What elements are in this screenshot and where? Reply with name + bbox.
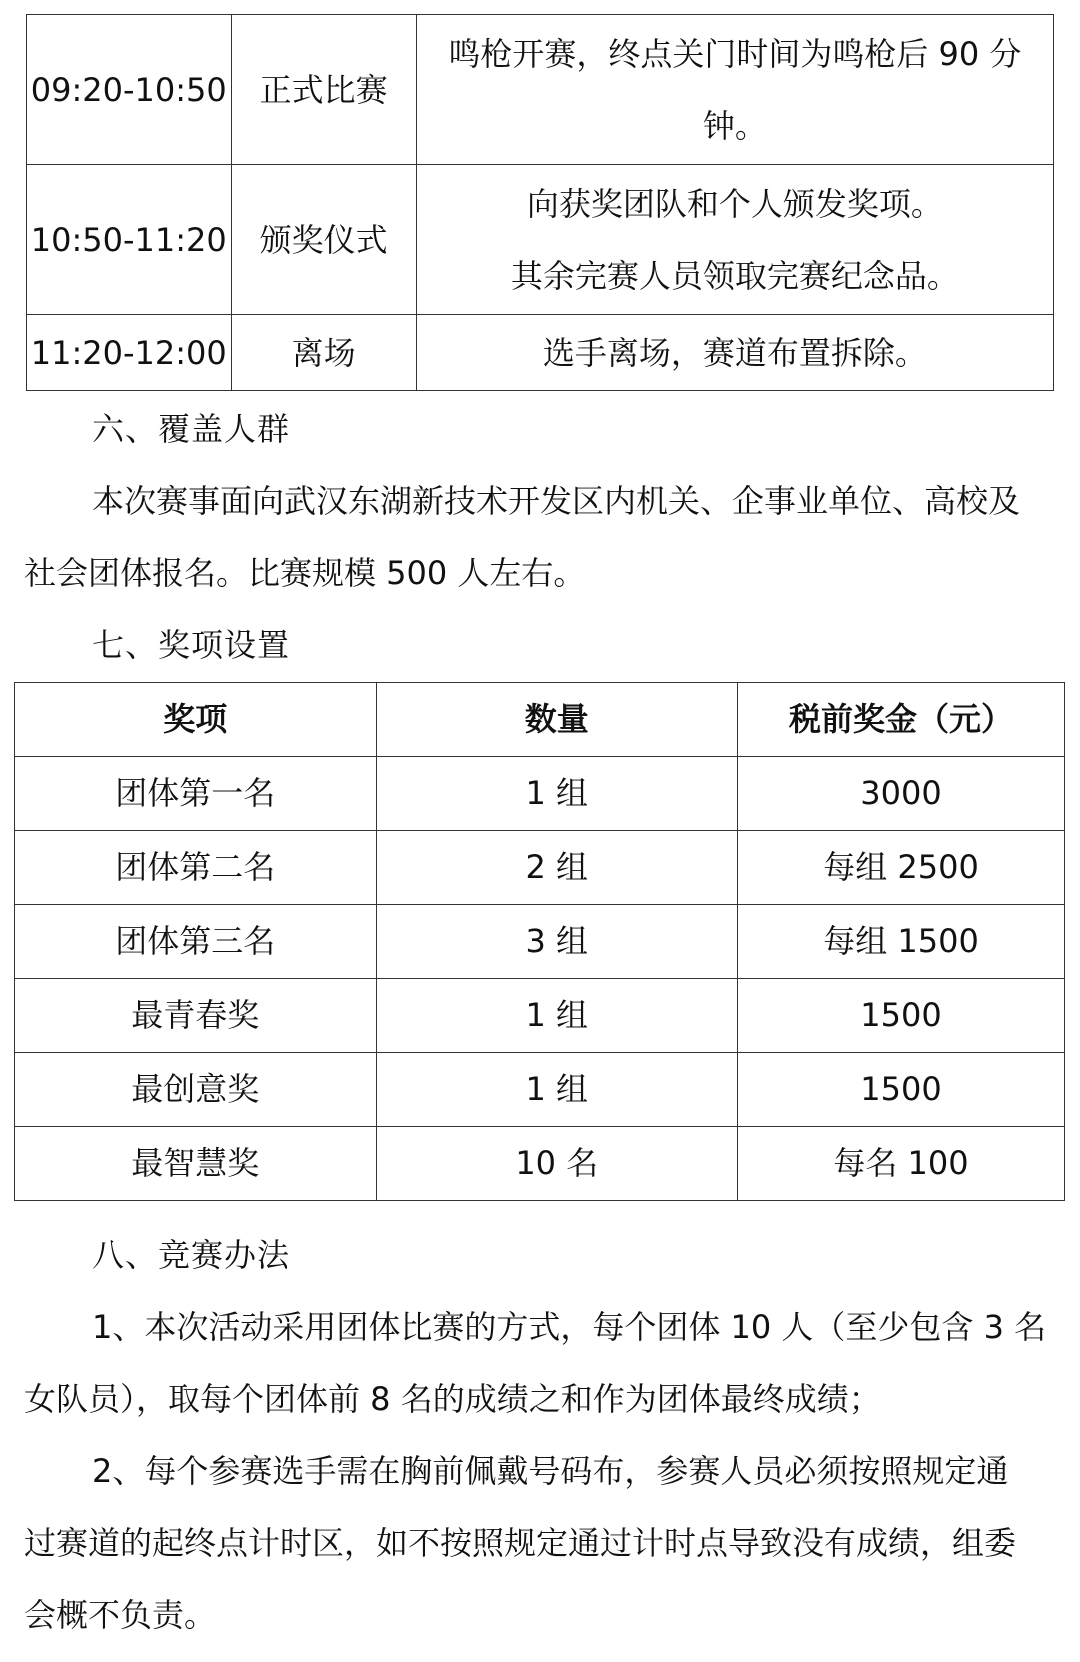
schedule-table [26, 14, 1054, 391]
schedule-desc-line: 其余完赛人员领取完赛纪念品。 [510, 256, 959, 295]
award-quantity: 2 组 [376, 831, 738, 905]
schedule-desc [416, 15, 1053, 165]
schedule-desc-line: 向获奖团队和个人颁发奖项。 [526, 184, 943, 223]
section6-line: 本次赛事面向武汉东湖新技术开发区内机关、企事业单位、高校及 [92, 482, 1021, 520]
award-prize: 1500 [738, 1053, 1065, 1127]
schedule-time: 10:50-11:20 [27, 165, 232, 315]
schedule-desc [416, 165, 1053, 315]
section8-line: 会概不负责。 [24, 1596, 217, 1634]
award-prize: 每组 1500 [738, 905, 1065, 979]
award-quantity: 1 组 [376, 1053, 738, 1127]
award-prize: 每组 2500 [738, 831, 1065, 905]
section8-line: 1、本次活动采用团体比赛的方式，每个团体 10 人（至少包含 3 名 [92, 1308, 1047, 1346]
award-quantity: 1 组 [376, 757, 738, 831]
awards-header-cell: 数量 [376, 683, 738, 757]
award-name: 团体第二名 [15, 831, 377, 905]
schedule-desc [416, 315, 1053, 391]
section6-line: 社会团体报名。比赛规模 500 人左右。 [24, 554, 586, 592]
schedule-item: 正式比赛 [231, 15, 416, 165]
schedule-row [27, 165, 1054, 315]
section8-heading: 八、竞赛办法 [92, 1236, 291, 1274]
awards-row [15, 979, 1065, 1053]
award-prize: 3000 [738, 757, 1065, 831]
awards-row [15, 1127, 1065, 1201]
section8-line: 女队员），取每个团体前 8 名的成绩之和作为团体最终成绩； [24, 1380, 881, 1418]
awards-header-cell: 税前奖金（元） [738, 683, 1065, 757]
schedule-desc-line: 钟。 [702, 106, 767, 145]
award-name: 最创意奖 [15, 1053, 377, 1127]
award-quantity: 10 名 [376, 1127, 738, 1201]
section8-line: 2、每个参赛选手需在胸前佩戴号码布，参赛人员必须按照规定通 [92, 1452, 1009, 1490]
schedule-row [27, 15, 1054, 165]
section7-heading: 七、奖项设置 [92, 626, 291, 664]
schedule-item: 离场 [231, 315, 416, 391]
schedule-desc-line: 鸣枪开赛，终点关门时间为鸣枪后 90 分 [448, 34, 1022, 73]
awards-header-cell: 奖项 [15, 683, 377, 757]
award-quantity: 3 组 [376, 905, 738, 979]
award-name: 最智慧奖 [15, 1127, 377, 1201]
awards-table [14, 682, 1065, 1201]
schedule-item: 颁奖仪式 [231, 165, 416, 315]
section6-heading: 六、覆盖人群 [92, 410, 291, 448]
award-name: 团体第三名 [15, 905, 377, 979]
awards-header-row [15, 683, 1065, 757]
awards-row [15, 757, 1065, 831]
section8-line: 过赛道的起终点计时区，如不按照规定通过计时点导致没有成绩，组委 [24, 1524, 1017, 1562]
schedule-time: 11:20-12:00 [27, 315, 232, 391]
award-quantity: 1 组 [376, 979, 738, 1053]
award-name: 团体第一名 [15, 757, 377, 831]
awards-row [15, 1053, 1065, 1127]
schedule-desc-line: 选手离场，赛道布置拆除。 [542, 333, 927, 372]
schedule-row [27, 315, 1054, 391]
awards-row [15, 831, 1065, 905]
award-prize: 1500 [738, 979, 1065, 1053]
awards-row [15, 905, 1065, 979]
schedule-time: 09:20-10:50 [27, 15, 232, 165]
award-name: 最青春奖 [15, 979, 377, 1053]
award-prize: 每名 100 [738, 1127, 1065, 1201]
